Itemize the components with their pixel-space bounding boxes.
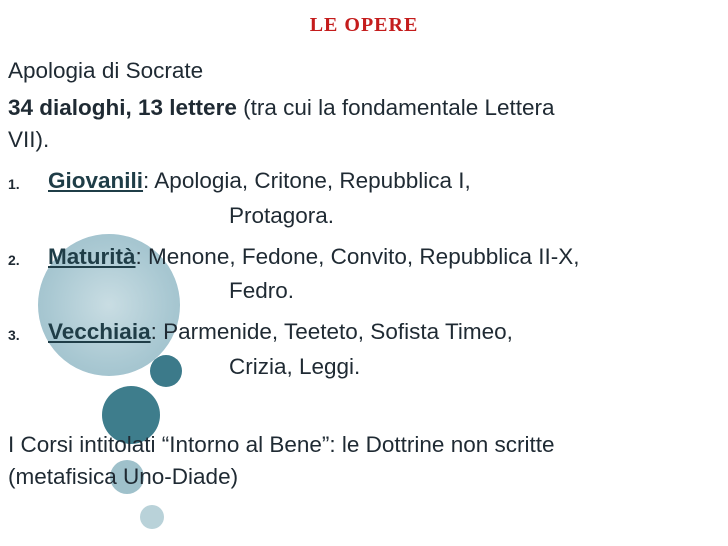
slide-title-text: LE OPERE [309,14,419,36]
term-giovanili: Giovanili [48,168,144,193]
term-maturita: Maturità [48,244,136,269]
list-item-rest: : Parmenide, Teeteto, Sofista Timeo, [150,319,513,344]
slide-title [0,14,728,37]
corsi-line-1: I Corsi intitolati “Intorno al Bene”: le Dottrine non scritte [8,432,555,457]
dialoghi-line [8,94,555,121]
list-number-3: 3. [8,327,20,343]
decorative-circle-tiny [140,505,164,529]
list-number-2: 2. [8,252,20,268]
list-item-giovanili [48,167,471,194]
list-item-continuation: Crizia, Leggi. [229,354,361,379]
list-item-maturita [48,243,580,270]
list-item-rest: : Menone, Fedone, Convito, Repubblica II-X, [135,244,580,269]
decorative-circle-small [150,355,182,387]
list-number-1: 1. [8,176,20,192]
list-item-continuation: Protagora. [229,203,335,228]
dialoghi-rest: (tra cui la fondamentale Lettera [236,95,555,120]
corsi-line-2: (metafisica Uno-Diade) [8,464,239,489]
dialoghi-continuation: VII). [8,127,50,152]
list-item-rest: : Apologia, Critone, Repubblica I, [143,168,471,193]
list-item-continuation: Fedro. [229,278,295,303]
dialoghi-bold: 34 dialoghi, 13 lettere [8,95,237,120]
apologia-line: Apologia di Socrate [8,58,204,83]
term-vecchiaia: Vecchiaia [48,319,151,344]
list-item-vecchiaia [48,318,513,345]
